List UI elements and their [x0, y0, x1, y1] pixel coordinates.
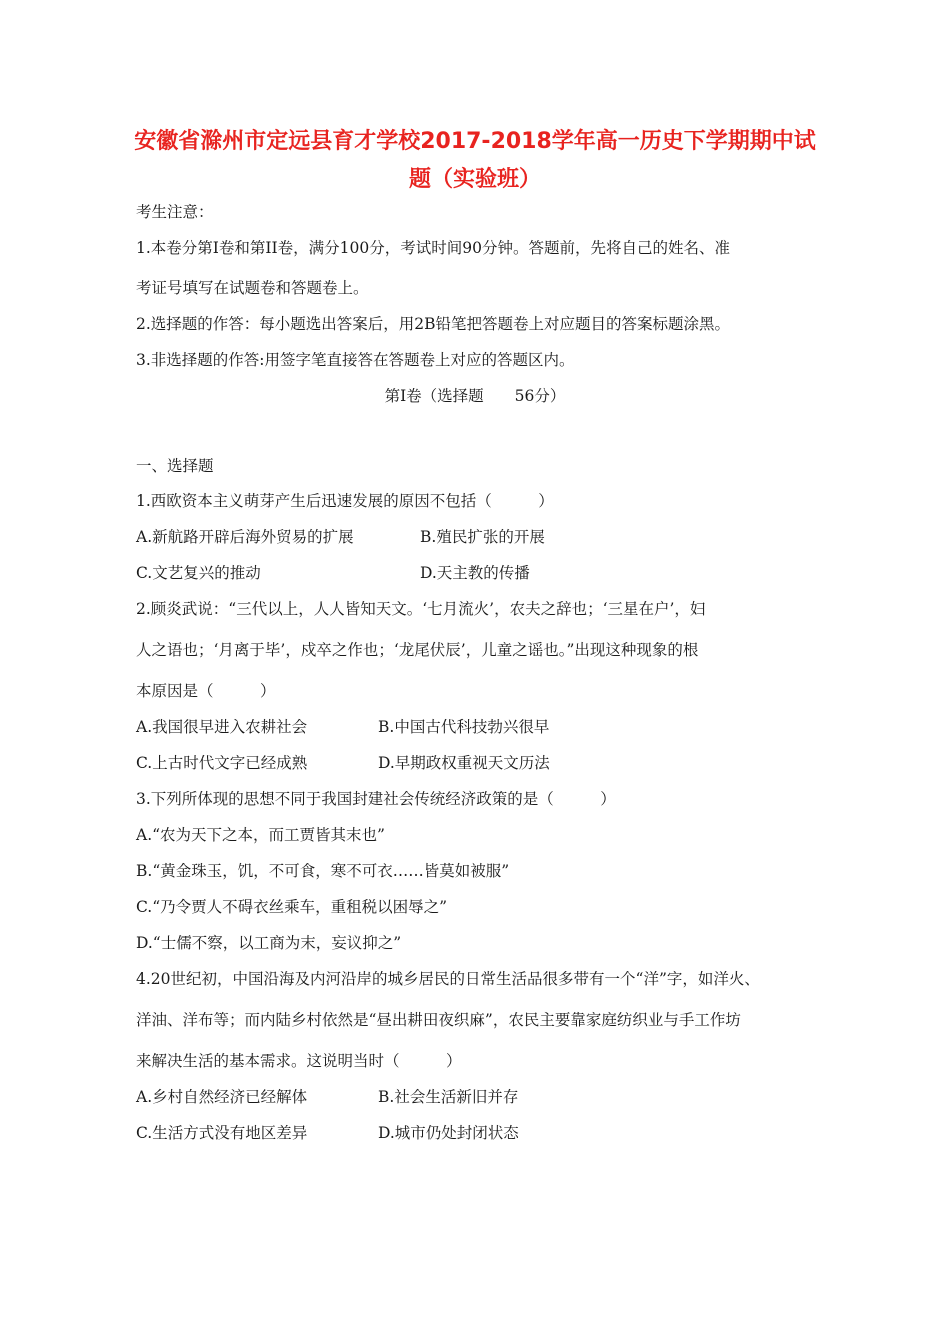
option-b: B.“黄金珠玉，饥，不可食，寒不可衣……皆莫如被服”: [136, 862, 510, 880]
notice-item-3: 3.非选择题的作答:用签字笔直接答在答题卷上对应的答题区内。: [136, 351, 575, 369]
question-stem: 3.下列所体现的思想不同于我国封建社会传统经济政策的是（ ）: [136, 790, 616, 808]
question-stem: 人之语也；‘月离于毕’，戍卒之作也；‘龙尾伏辰’，儿童之谣也。”出现这种现象的根: [136, 641, 699, 659]
question-stem: 来解决生活的基本需求。这说明当时（ ）: [136, 1052, 462, 1070]
option-d: D.“士儒不察，以工商为末，妄议抑之”: [136, 934, 402, 952]
question-stem: 洋油、洋布等；而内陆乡村依然是“昼出耕田夜织麻”，农民主要靠家庭纺织业与手工作坊: [136, 1011, 741, 1029]
part-heading: 一、选择题: [136, 457, 214, 475]
option-b: B.中国古代科技勃兴很早: [378, 718, 550, 736]
option-d: D.早期政权重视天文历法: [378, 754, 550, 772]
option-a: A.新航路开辟后海外贸易的扩展: [136, 528, 354, 546]
notice-heading: 考生注意：: [136, 203, 214, 221]
question-stem: 4.20世纪初，中国沿海及内河沿岸的城乡居民的日常生活品很多带有一个“洋”字，如洋火、: [136, 970, 760, 988]
option-b: B.殖民扩张的开展: [420, 528, 545, 546]
question-stem: 1.西欧资本主义萌芽产生后迅速发展的原因不包括（ ）: [136, 492, 554, 510]
notice-item-2: 2.选择题的作答：每小题选出答案后，用2B铅笔把答题卷上对应题目的答案标题涂黑。: [136, 315, 731, 333]
option-c: C.“乃令贾人不碍衣丝乘车，重租税以困辱之”: [136, 898, 448, 916]
option-a: A.“农为天下之本，而工贾皆其末也”: [136, 826, 385, 844]
title-line-1: 安徽省滁州市定远县育才学校2017-2018学年高一历史下学期期中试: [134, 129, 816, 154]
title-line-2: 题（实验班）: [408, 167, 541, 192]
option-d: D.天主教的传播: [420, 564, 530, 582]
option-a: A.乡村自然经济已经解体: [136, 1088, 308, 1106]
option-c: C.生活方式没有地区差异: [136, 1124, 308, 1142]
notice-item-1a: 1.本卷分第I卷和第II卷，满分100分，考试时间90分钟。答题前，先将自己的姓名、准: [136, 239, 730, 257]
notice-item-1b: 考证号填写在试题卷和答题卷上。: [136, 279, 369, 297]
option-c: C.上古时代文字已经成熟: [136, 754, 308, 772]
question-stem: 2.顾炎武说：“三代以上，人人皆知天文。‘七月流火’，农夫之辞也；‘三星在户’，妇: [136, 600, 706, 618]
section-header: 第I卷（选择题 56分）: [384, 387, 566, 405]
option-b: B.社会生活新旧并存: [378, 1088, 519, 1106]
option-d: D.城市仍处封闭状态: [378, 1124, 519, 1142]
question-stem: 本原因是（ ）: [136, 682, 276, 700]
option-a: A.我国很早进入农耕社会: [136, 718, 308, 736]
option-c: C.文艺复兴的推动: [136, 564, 261, 582]
